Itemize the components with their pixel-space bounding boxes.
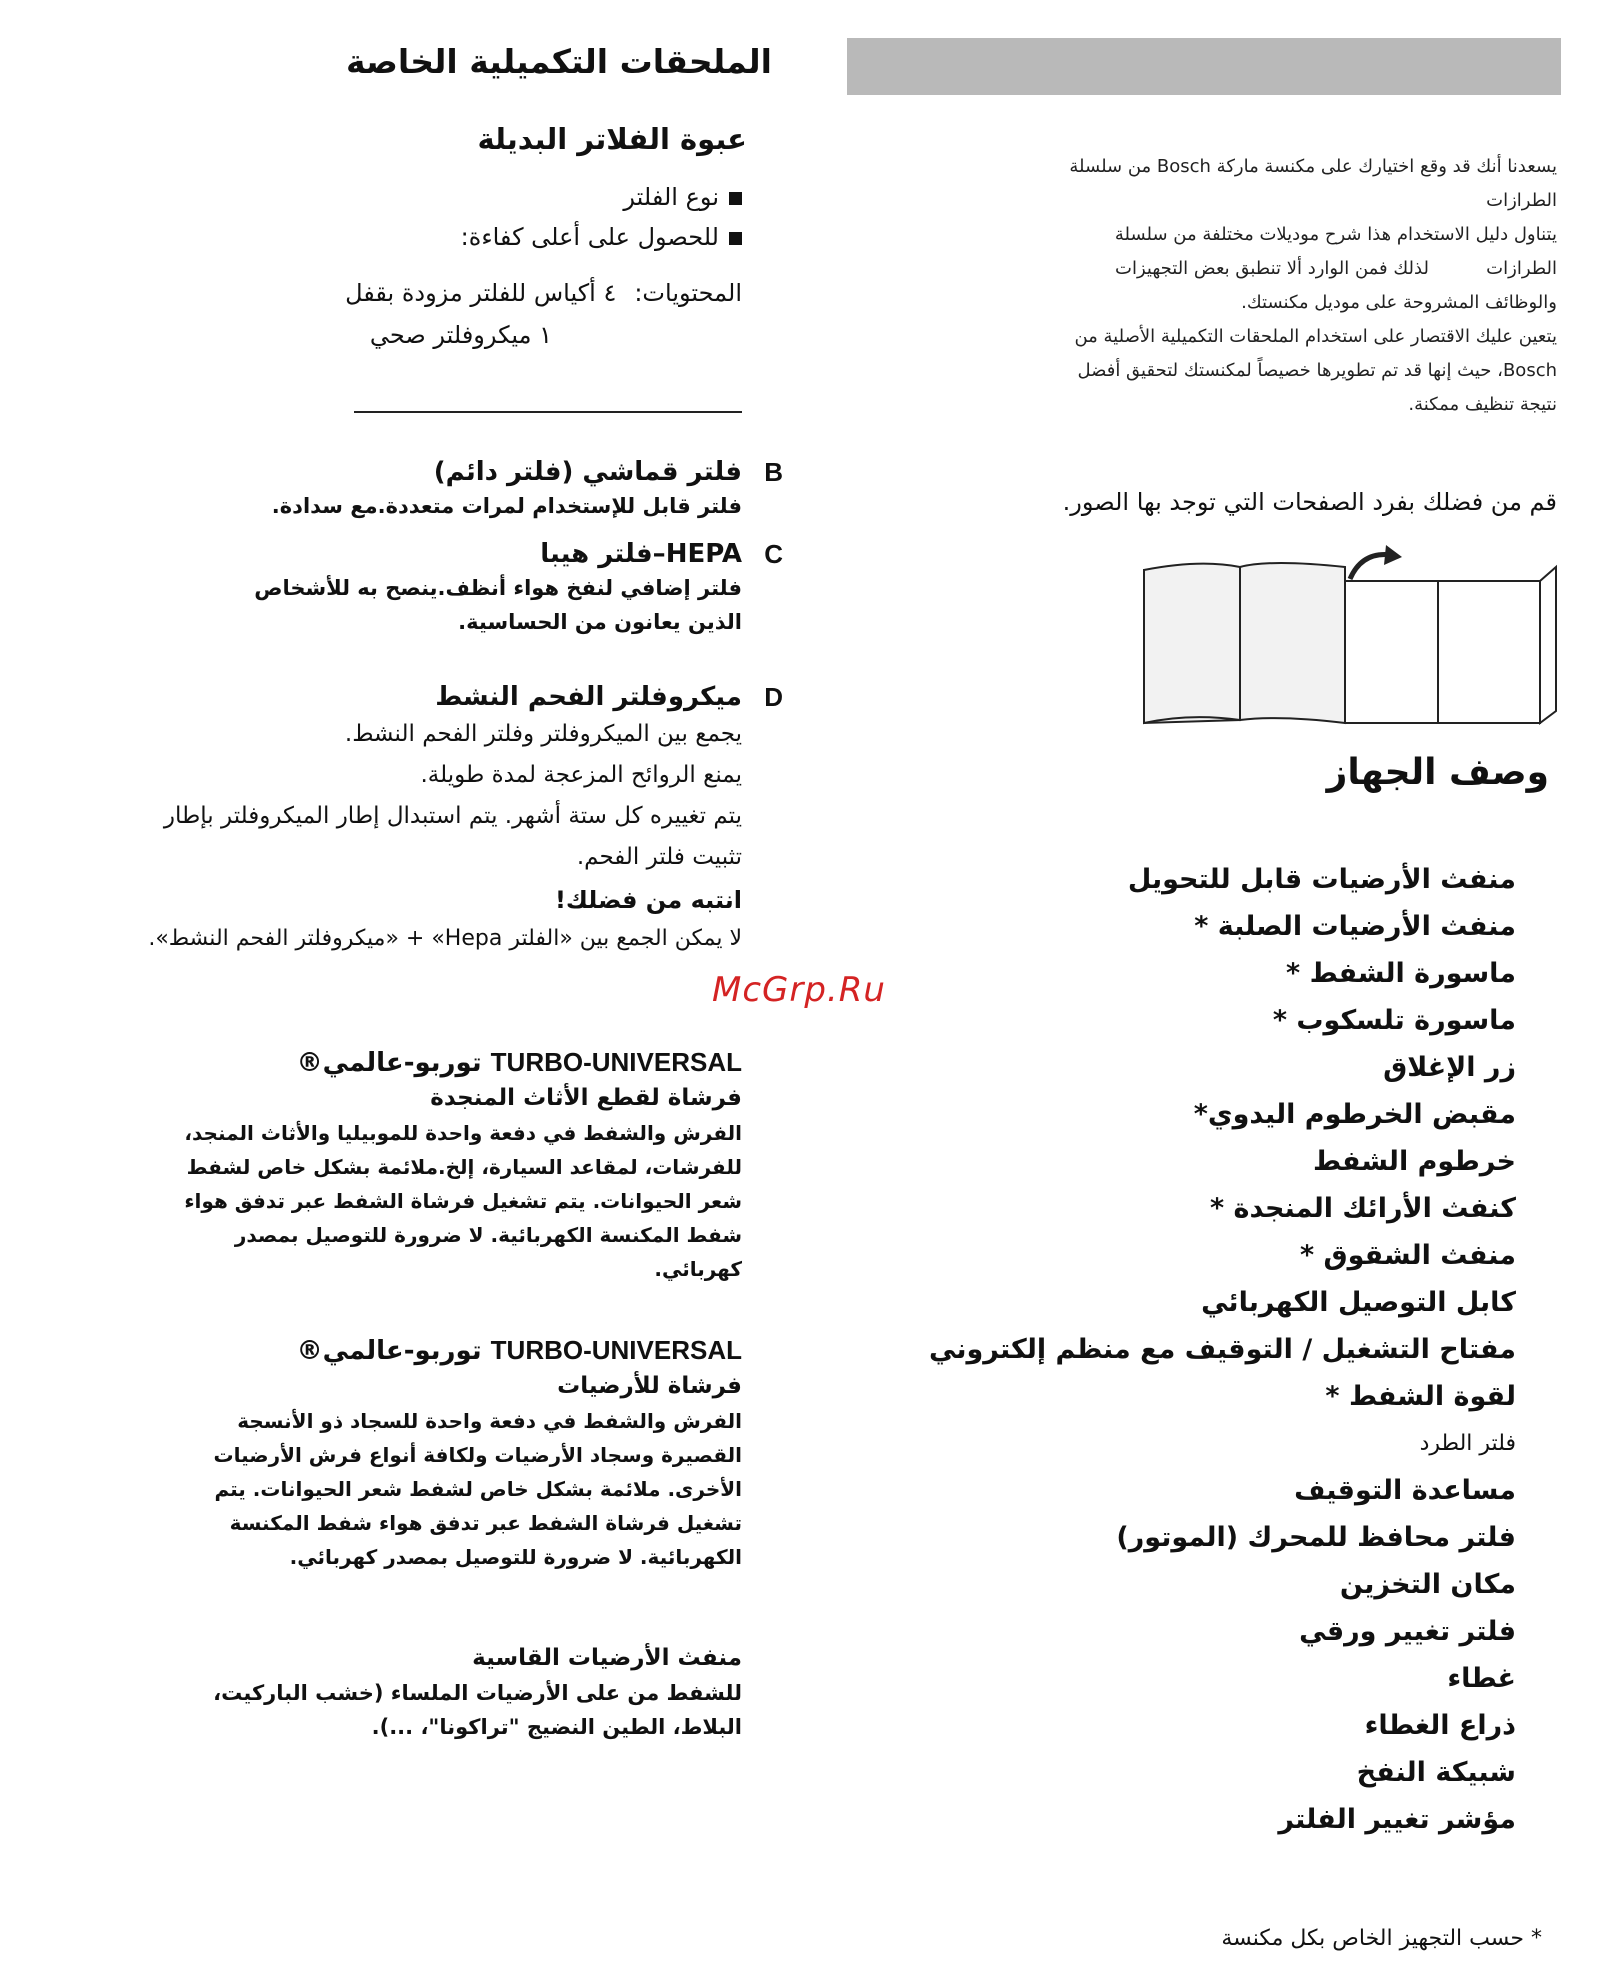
hard-floor-section <box>162 1640 742 1744</box>
section-letter: D <box>764 682 783 712</box>
section-title-text: ميكروفلتر الفحم النشط <box>435 682 742 712</box>
section-body: فلتر إضافي لنفخ هواء أنظف.ينصح به للأشخاص الذين يعانون من الحساسية. <box>254 576 742 634</box>
turbo-body: الفرش والشفط في دفعة واحدة للموبيليا والأثاث المنجد، للفرشات، لمقاعد السيارة، إلخ.ملائمة بشكل خاص لشفط شعر الحيوانات. يتم تشغيل فرشاة الشفط عبر تدفق هواء شفط المكنسة الكهربائية. لا ضرورة للتوصيل بمصدر كهربائي. <box>184 1121 742 1281</box>
filter-pack-bullets <box>461 177 742 257</box>
device-part-item: ماسورة الشفط * <box>1286 958 1516 989</box>
device-part-item: مساعدة التوقيف <box>1294 1475 1516 1506</box>
device-part-item: فلتر محافظ للمحرك (الموتور) <box>1116 1522 1516 1553</box>
device-part-item: خرطوم الشفط <box>1312 1146 1516 1177</box>
bullet-item <box>461 177 742 217</box>
section-body: فلتر قابل للإستخدام لمرات متعددة.مع سدادة. <box>271 494 742 518</box>
device-part-item: ذراع الغطاء <box>1364 1710 1516 1741</box>
section-title <box>22 680 783 714</box>
section-line: يتم تغييره كل ستة أشهر. يتم استبدال إطار الميكروفلتر بإطار <box>163 803 742 829</box>
device-part-item: لقوة الشفط * <box>1325 1381 1516 1412</box>
accessories-title: الملحقات التكميلية الخاصة <box>345 42 772 81</box>
turbo-upholstery-section <box>162 1045 742 1286</box>
device-part-item: مقبض الخرطوم اليدوي* <box>1193 1099 1516 1130</box>
filter-pack-title: عبوة الفلاتر البديلة <box>477 122 747 156</box>
device-description-title: وصف الجهاز <box>1326 752 1549 793</box>
watermark: McGrp.Ru <box>712 970 886 1010</box>
intro-line: يتناول دليل الاستخدام هذا شرح موديلات مختلفة من سلسلة <box>1114 224 1557 245</box>
square-bullet-icon <box>729 192 742 205</box>
intro-line: الطرازات <box>1486 190 1557 211</box>
unfold-pages-illustration <box>1140 545 1560 739</box>
contents-row <box>345 272 742 314</box>
contents-item: ٤ أكياس للفلتر مزودة بقفل <box>345 279 617 307</box>
footnote: * حسب التجهيز الخاص بكل مكنسة <box>1221 1926 1542 1951</box>
bullet-text: للحصول على أعلى كفاءة: <box>460 223 719 251</box>
section-title-text: فلتر قماشي (فلتر دائم) <box>433 457 742 487</box>
device-part-item: منفث الشقوق * <box>1299 1240 1516 1271</box>
contents-item: ١ ميكروفلتر صحي <box>369 321 552 349</box>
section-b <box>202 455 783 523</box>
turbo-title-en: TURBO-UNIVERSAL <box>490 1047 742 1077</box>
section-body <box>22 714 742 878</box>
bullet-item <box>461 217 742 257</box>
device-parts-list <box>896 856 1516 1843</box>
bullet-text: نوع الفلتر <box>623 183 719 211</box>
device-part-item: ماسورة تلسكوب * <box>1272 1005 1516 1036</box>
turbo-title-en: TURBO-UNIVERSAL <box>490 1335 742 1365</box>
turbo-floor-section <box>162 1333 742 1574</box>
intro-line: الطرازات لذلك فمن الوارد ألا تنطبق بعض التجهيزات <box>1115 258 1557 279</box>
device-part-item: منفث الأرضيات قابل للتحويل <box>1127 864 1516 895</box>
device-part-item: زر الإغلاق <box>1383 1052 1516 1083</box>
device-part-item: كنفث الأرائك المنجدة * <box>1209 1193 1516 1224</box>
intro-line: نتيجة تنظيف ممكنة. <box>1408 394 1557 415</box>
hard-floor-body: للشفط من على الأرضيات الملساء (خشب الباركيت، البلاط، الطين النضيج "تراكونا"، ...). <box>213 1681 742 1739</box>
device-part-item: مؤشر تغيير الفلتر <box>1278 1804 1516 1835</box>
turbo-subtitle: فرشاة لقطع الأثاث المنجدة <box>430 1085 742 1111</box>
device-part-item: شبيكة النفخ <box>1356 1757 1516 1788</box>
section-line: تثبيت فلتر الفحم. <box>576 844 742 870</box>
intro-paragraph <box>997 150 1557 422</box>
square-bullet-icon <box>729 232 742 245</box>
device-part-item: مفتاح التشغيل / التوقيف مع منظم إلكتروني <box>929 1334 1516 1365</box>
turbo-subtitle: فرشاة للأرضيات <box>557 1373 742 1399</box>
turbo-title-ar: توربو-عالمي® <box>296 1048 482 1078</box>
section-d <box>22 680 783 958</box>
section-title-text: HEPA–فلتر هيبا <box>540 539 742 569</box>
hard-floor-title: منفث الأرضيات القاسية <box>472 1645 742 1671</box>
intro-line: يتعين عليك الاقتصار على استخدام الملحقات التكميلية الأصلية من <box>1074 326 1557 347</box>
intro-line: والوظائف المشروحة على موديل مكنستك. <box>1241 292 1557 313</box>
attention-text: لا يمكن الجمع بين «الفلتر Hepa» + «ميكروفلتر الفحم النشط». <box>148 926 742 951</box>
device-part-item: مكان التخزين <box>1339 1569 1516 1600</box>
device-part-item: منفث الأرضيات الصلبة * <box>1194 911 1516 942</box>
contents-label: المحتويات: <box>634 279 742 307</box>
section-line: يمنع الروائح المزعجة لمدة طويلة. <box>420 762 742 788</box>
header-bar <box>847 38 1561 95</box>
turbo-title-ar: توربو-عالمي® <box>296 1336 482 1366</box>
section-title <box>202 537 783 571</box>
device-part-item: غطاء <box>1447 1663 1516 1694</box>
section-c <box>202 537 783 639</box>
device-part-item: كابل التوصيل الكهربائي <box>1201 1287 1516 1318</box>
turbo-title <box>162 1333 742 1368</box>
device-part-item: فلتر الطرد <box>1419 1431 1516 1456</box>
section-letter: C <box>764 539 783 569</box>
unfold-instruction: قم من فضلك بفرد الصفحات التي توجد بها الصور. <box>1062 488 1557 516</box>
device-part-item: فلتر تغيير ورقي <box>1299 1616 1516 1647</box>
contents-row <box>345 314 742 356</box>
turbo-body: الفرش والشفط في دفعة واحدة للسجاد ذو الأنسجة القصيرة وسجاد الأرضيات ولكافة أنواع فرش الأرضيات الأخرى. ملائمة بشكل خاص لشفط شعر الحيوانات. يتم تشغيل فرشاة الشفط عبر تدفق هواء شفط المكنسة الكهربائية. لا ضرورة للتوصيل بمصدر كهربائي. <box>213 1409 742 1569</box>
intro-line: يسعدنا أنك قد وقع اختيارك على مكنسة ماركة Bosch من سلسلة <box>1069 156 1557 177</box>
attention-heading: انتبه من فضلك! <box>554 886 742 914</box>
intro-line: Bosch، حيث إنها قد تم تطويرها خصيصاً لمكنستك لتحقيق أفضل <box>1077 360 1557 381</box>
filter-pack-contents <box>345 272 742 356</box>
turbo-title <box>162 1045 742 1080</box>
section-title <box>202 455 783 489</box>
section-line: يجمع بين الميكروفلتر وفلتر الفحم النشط. <box>344 721 742 747</box>
divider <box>354 411 742 413</box>
section-letter: B <box>764 457 783 487</box>
